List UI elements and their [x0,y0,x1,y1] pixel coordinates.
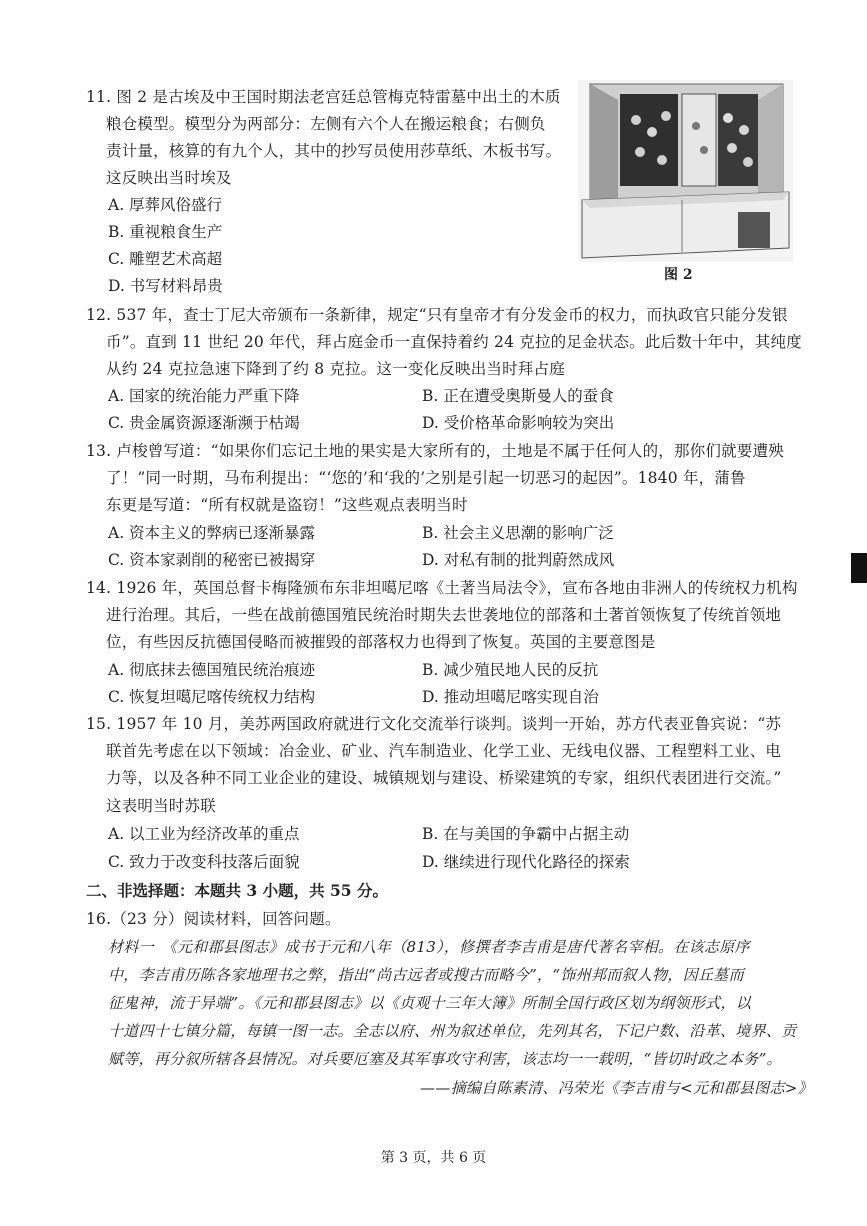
q12-option-a: A. 国家的统治能力严重下降 [108,387,300,405]
q15-option-b: B. 在与美国的争霸中占据主动 [422,825,630,843]
q12-option-d: D. 受价格革命影响较为突出 [422,414,615,432]
q13-option-d: D. 对私有制的批判蔚然成风 [422,551,615,569]
section-heading: 二、非选择题：本题共 3 小题，共 55 分。 [86,881,388,900]
granary-model-illustration [578,80,793,262]
q11-option-a: A. 厚葬风俗盛行 [108,196,223,214]
q13-stem-line-2: 了！”同一时期，马布利提出：“‘您的’和‘我的’之别是引起一切恶习的起因”。1840 年，蒲鲁 [106,469,746,487]
figure-caption: 图 2 [664,267,693,283]
q11-option-d: D. 书写材料昂贵 [108,277,223,295]
q12-stem-line-2: 币”。直到 11 世纪 20 年代，拜占庭金币一直保持着约 24 克拉的足金状态。此后数十年中，其纯度 [106,333,802,351]
q12-option-b: B. 正在遭受奥斯曼人的蚕食 [422,387,614,405]
q16-stem: 16.（23 分）阅读材料，回答问题。 [86,910,341,928]
q11-option-c: C. 雕塑艺术高超 [108,250,223,268]
q14-stem-line-2: 进行治理。其后，一些在战前德国殖民统治时期失去世袭地位的部落和土著首领恢复了传统首领地 [106,606,782,624]
q13-option-c: C. 资本家剥削的秘密已被揭穿 [108,551,316,569]
q15-stem-line-4: 这表明当时苏联 [106,797,216,815]
q16-material-line-5: 赋等，再分叙所辖各县情况。对兵要厄塞及其军事攻守利害，该志均一一载明，“皆切时政之本务”。 [108,1050,782,1068]
scan-margin-mark [851,553,867,583]
q13-stem-line-3: 东更是写道：“所有权就是盗窃！”这些观点表明当时 [106,496,468,514]
q16-material-line-3: 征鬼神，流于异端”。《元和郡县图志》以《贞观十三年大簿》所制全国行政区划为纲领形式，以 [108,994,752,1012]
q15-stem-line-1: 15. 1957 年 10 月，美苏两国政府就进行文化交流举行谈判。谈判一开始，苏方代表亚鲁宾说：“苏 [86,715,782,733]
q14-option-a: A. 彻底抹去德国殖民统治痕迹 [108,661,316,679]
q14-option-c: C. 恢复坦噶尼喀传统权力结构 [108,688,316,706]
q15-stem-line-3: 力等，以及各种不同工业企业的建设、城镇规划与建设、桥梁建筑的专家，组织代表团进行交流。” [106,769,782,787]
q11-stem-line-3: 责计量，核算的有九个人，其中的抄写员使用莎草纸、木板书写。 [106,142,562,160]
granary-model-figure [578,80,793,262]
q14-option-b: B. 减少殖民地人民的反抗 [422,661,599,679]
q16-material-line-2: 中，李吉甫历陈各家地理书之弊，指出“尚古远者或搜古而略今”，“饰州邦而叙人物，因丘墓而 [108,966,744,984]
q13-stem-line-1: 13. 卢梭曾写道：“如果你们忘记土地的果实是大家所有的，土地是不属于任何人的，那你们就要遭殃 [86,442,784,460]
q12-stem-line-3: 从约 24 克拉急速下降到了约 8 克拉。这一变化反映出当时拜占庭 [106,360,565,378]
q11-option-b: B. 重视粮食生产 [108,223,223,241]
q15-option-d: D. 继续进行现代化路径的探索 [422,853,630,871]
q16-material-line-1: 材料一 《元和郡县图志》成书于元和八年（813），修撰者李吉甫是唐代著名宰相。在该志原序 [108,938,750,956]
q11-stem-line-4: 这反映出当时埃及 [106,169,232,187]
q13-option-b: B. 社会主义思潮的影响广泛 [422,524,614,542]
q14-option-d: D. 推动坦噶尼喀实现自治 [422,688,599,706]
q12-option-c: C. 贵金属资源逐渐濒于枯竭 [108,414,300,432]
q11-stem-line-1: 11. 图 2 是古埃及中王国时期法老宫廷总管梅克特雷墓中出土的木质 [86,88,561,106]
q16-material-source: ——摘编自陈素清、冯荣光《李吉甫与<元和郡县图志>》 [420,1079,813,1097]
page-number: 第 3 页，共 6 页 [380,1150,487,1166]
q15-option-c: C. 致力于改变科技落后面貌 [108,853,300,871]
q12-stem-line-1: 12. 537 年，查士丁尼大帝颁布一条新律，规定“只有皇帝才有分发金币的权力，而执政官只能分发银 [86,306,788,324]
q13-option-a: A. 资本主义的弊病已逐渐暴露 [108,524,316,542]
q15-stem-line-2: 联首先考虑在以下领域：冶金业、矿业、汽车制造业、化学工业、无线电仪器、工程塑料工业、电 [106,742,782,760]
q14-stem-line-1: 14. 1926 年，英国总督卡梅隆颁布东非坦噶尼喀《土著当局法令》，宣布各地由非洲人的传统权力机构 [86,579,798,597]
q11-stem-line-2: 粮仓模型。模型分为两部分：左侧有六个人在搬运粮食；右侧负 [106,115,546,133]
q15-option-a: A. 以工业为经济改革的重点 [108,825,300,843]
q16-material-line-4: 十道四十七镇分篇，每镇一图一志。全志以府、州为叙述单位，先列其名，下记户数、沿革、境界、贡 [108,1022,797,1040]
q14-stem-line-3: 位，有些因反抗德国侵略而被摧毁的部落权力也得到了恢复。英国的主要意图是 [106,633,656,651]
